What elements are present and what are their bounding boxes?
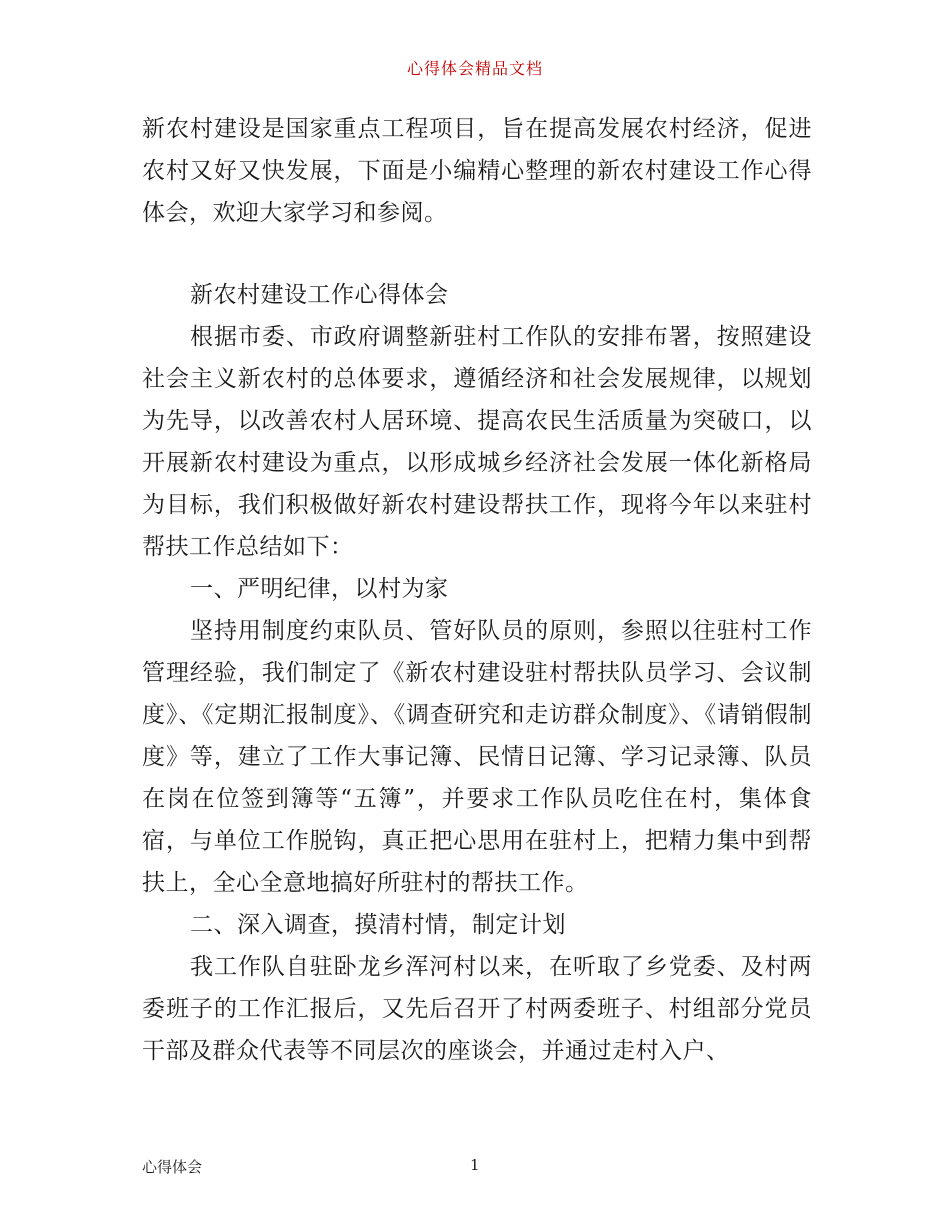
document-body — [142, 108, 812, 1072]
article-title: 新农村建设工作心得体会 — [190, 282, 449, 308]
section-heading-2: 二、深入调查，摸清村情，制定计划 — [190, 912, 566, 938]
body-paragraph-1: 根据市委、市政府调整新驻村工作队的安排布署，按照建设社会主义新农村的总体要求，遵循经济和社会发展规律，以规划为先导，以改善农村人居环境、提高农民生活质量为突破口，以开展新农村建设为重点，以形成城乡经济社会发展一体化新格局为目标，我们积极做好新农村建设帮扶工作，现将今年以来驻村帮扶工作总结如下： — [142, 324, 812, 560]
footer-label: 心得体会 — [142, 1158, 203, 1176]
paragraph-gap — [142, 234, 812, 274]
section-heading-1: 一、严明纪律，以村为家 — [190, 576, 449, 602]
body-paragraph-2: 坚持用制度约束队员、管好队员的原则，参照以往驻村工作管理经验，我们制定了《新农村建设驻村帮扶队员学习、会议制度》、《定期汇报制度》、《调查研究和走访群众制度》、《请销假制度》等，建立了工作大事记簿、民情日记簿、学习记录簿、队员在岗在位签到簿等“五簿”，并要求工作队员吃住在村，集体食宿，与单位工作脱钩，真正把心思用在驻村上，把精力集中到帮扶上，全心全意地搞好所驻村的帮扶工作。 — [142, 618, 812, 896]
page-header-title: 心得体会精品文档 — [406, 59, 543, 78]
page-number: 1 — [470, 1156, 480, 1174]
intro-paragraph: 新农村建设是国家重点工程项目，旨在提高发展农村经济，促进农村又好又快发展，下面是小编精心整理的新农村建设工作心得体会，欢迎大家学习和参阅。 — [142, 116, 812, 226]
body-paragraph-3: 我工作队自驻卧龙乡浑河村以来，在听取了乡党委、及村两委班子的工作汇报后，又先后召开了村两委班子、村组部分党员干部及群众代表等不同层次的座谈会，并通过走村入户、 — [142, 954, 812, 1064]
